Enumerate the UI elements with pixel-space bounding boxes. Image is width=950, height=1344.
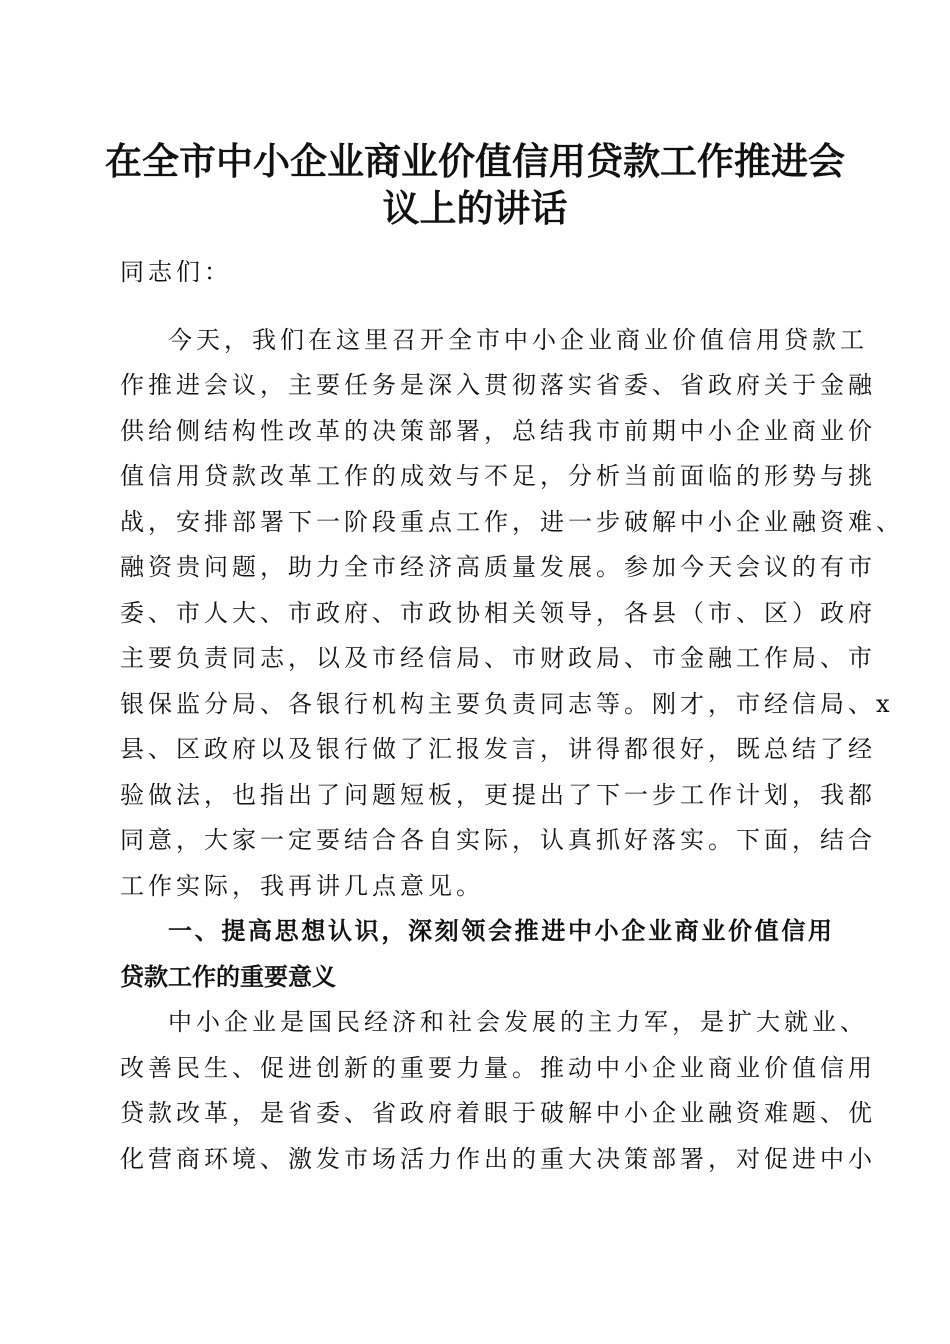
paragraph-1-line: 同意，大家一定要结合各自实际，认真抓好落实。下面，结合 <box>120 826 876 854</box>
paragraph-1-line: 工作实际，我再讲几点意见。 <box>120 872 484 900</box>
document-title-line-2: 议上的讲话 <box>382 186 568 230</box>
paragraph-1-line: 供给侧结构性改革的决策部署，总结我市前期中小企业商业价 <box>120 417 876 445</box>
paragraph-1-line: 验做法，也指出了问题短板，更提出了下一步工作计划，我都 <box>120 781 876 809</box>
section-1-heading-line: 一、提高思想认识，深刻领会推进中小企业商业价值信用 <box>168 917 832 945</box>
paragraph-1-line: 委、市人大、市政府、市政协相关领导，各县（市、区）政府 <box>120 599 876 627</box>
paragraph-1-line: 值信用贷款改革工作的成效与不足，分析当前面临的形势与挑 <box>120 462 876 490</box>
paragraph-2-line: 中小企业是国民经济和社会发展的主力军，是扩大就业、 <box>168 1008 868 1036</box>
paragraph-1-line: 银保监分局、各银行机构主要负责同志等。刚才，市经信局、x <box>120 690 894 718</box>
paragraph-1-line: 今天，我们在这里召开全市中小企业商业价值信用贷款工 <box>168 326 868 354</box>
paragraph-1-line: 融资贵问题，助力全市经济高质量发展。参加今天会议的有市 <box>120 553 876 581</box>
document-title-line-1: 在全市中小企业商业价值信用贷款工作推进会 <box>105 139 845 183</box>
paragraph-1-line: 作推进会议，主要任务是深入贯彻落实省委、省政府关于金融 <box>120 371 876 399</box>
paragraph-2-line: 改善民生、促进创新的重要力量。推动中小企业商业价值信用 <box>120 1054 876 1082</box>
paragraph-1-line: 主要负责同志，以及市经信局、市财政局、市金融工作局、市 <box>120 644 876 672</box>
paragraph-1-line: 战，安排部署下一阶段重点工作，进一步破解中小企业融资难、 <box>120 508 904 536</box>
paragraph-2-line: 贷款改革，是省委、省政府着眼于破解中小企业融资难题、优 <box>120 1099 876 1127</box>
section-1-heading-line: 贷款工作的重要意义 <box>120 963 336 991</box>
salutation: 同志们： <box>120 258 232 286</box>
paragraph-1-line: 县、区政府以及银行做了汇报发言，讲得都很好，既总结了经 <box>120 735 876 763</box>
paragraph-2-line: 化营商环境、激发市场活力作出的重大决策部署，对促进中小 <box>120 1145 876 1173</box>
